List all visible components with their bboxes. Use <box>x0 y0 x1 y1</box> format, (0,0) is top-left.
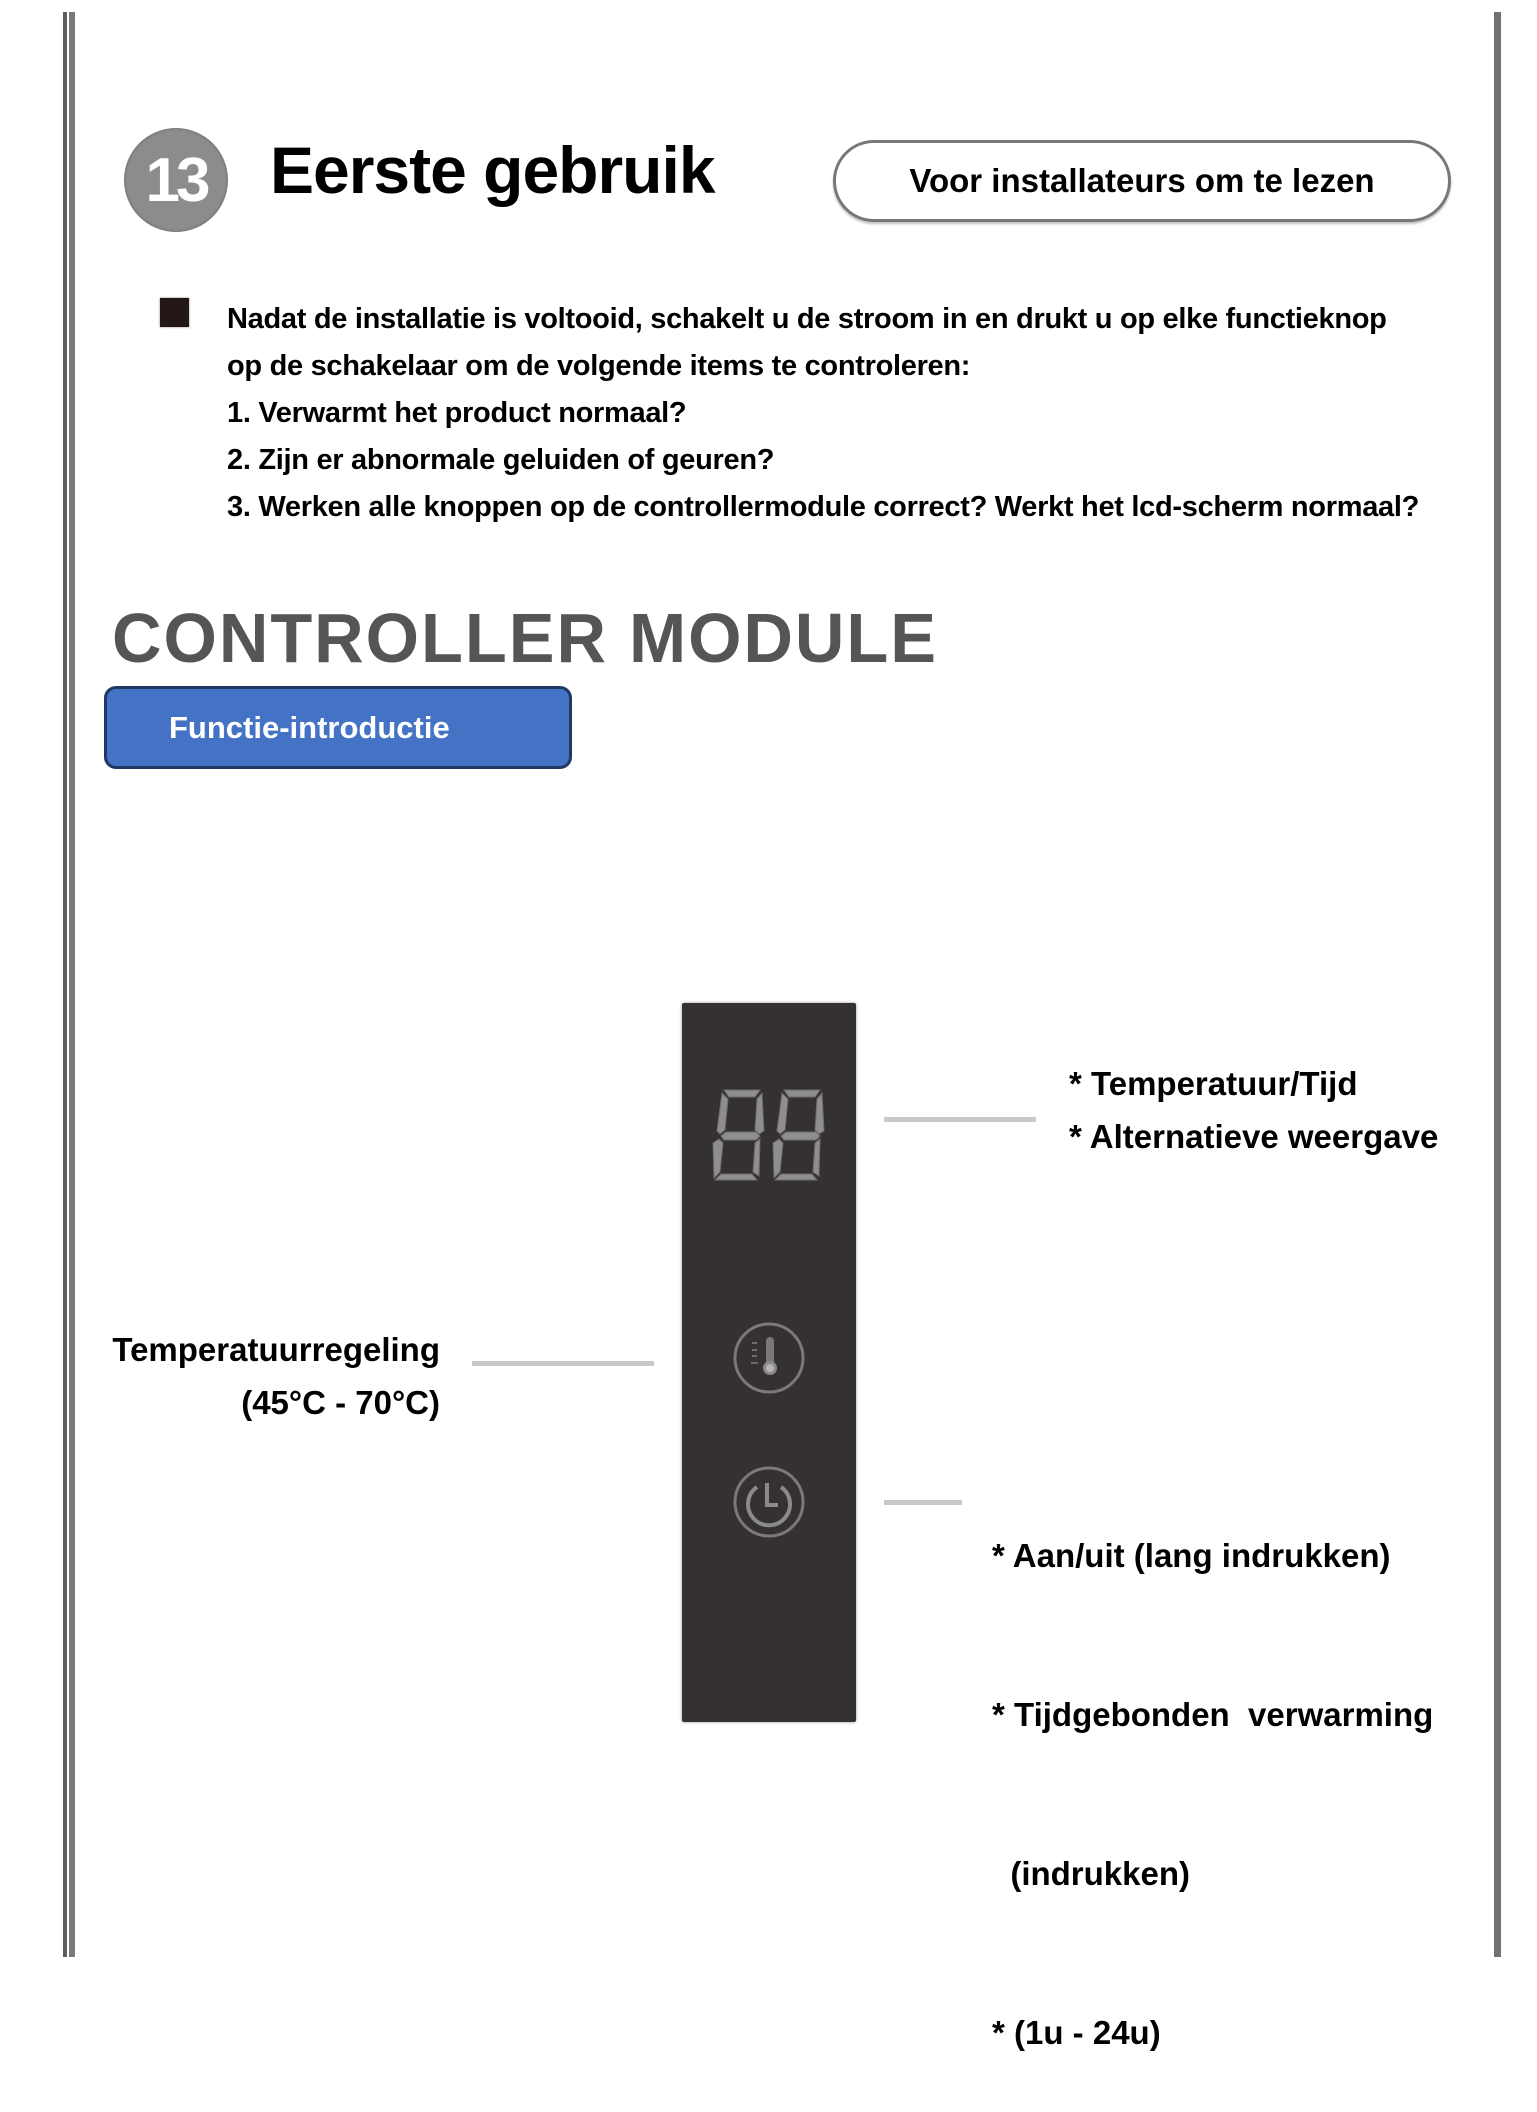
power-label: * Tijdgebonden verwarming <box>992 1696 1434 1733</box>
checklist-item: 2. Zijn er abnormale geluiden of geuren? <box>227 444 775 476</box>
segment-digits-icon <box>712 1088 827 1183</box>
page-border-left-outer <box>63 12 67 1957</box>
temp-leader-line <box>472 1361 654 1366</box>
intro-line: Nadat de installatie is voltooid, schakelt u de stroom in en drukt u op elke functieknop <box>227 303 1387 335</box>
bullet-square-icon <box>160 298 189 327</box>
page-title: Eerste gebruik <box>270 133 715 207</box>
section-title: CONTROLLER MODULE <box>112 599 938 677</box>
controller-panel <box>682 1003 856 1722</box>
temp-labels <box>100 1323 440 1429</box>
seven-segment-display <box>712 1088 827 1188</box>
display-label: * Temperatuur/Tijd <box>1069 1065 1358 1102</box>
display-leader-line <box>884 1117 1036 1122</box>
checklist-item: 1. Verwarmt het product normaal? <box>227 397 687 429</box>
audience-badge: Voor installateurs om te lezen <box>833 140 1451 222</box>
display-labels <box>1069 1057 1438 1163</box>
temp-label: Temperatuurregeling <box>112 1331 440 1368</box>
thermometer-button[interactable] <box>732 1321 806 1400</box>
power-label: (indrukken) <box>992 1855 1191 1892</box>
display-label: * Alternatieve weergave <box>1069 1118 1439 1155</box>
power-label: * (1u - 24u) <box>992 2014 1161 2051</box>
temp-range-label: (45°C - 70°C) <box>241 1384 440 1421</box>
intro-line: op de schakelaar om de volgende items te controleren: <box>227 350 971 382</box>
function-intro-label: Functie-introductie <box>169 709 450 745</box>
thermometer-icon <box>732 1321 806 1395</box>
intro-text <box>227 296 1477 531</box>
power-clock-button[interactable] <box>732 1465 806 1544</box>
power-leader-line <box>884 1500 962 1505</box>
section-number-badge: 13 <box>124 128 228 232</box>
power-label: * Aan/uit (lang indrukken) <box>992 1537 1391 1574</box>
checklist-item: 3. Werken alle knoppen op de controllermodule correct? Werkt het lcd-scherm normaal? <box>227 491 1420 523</box>
power-labels <box>992 1423 1433 2112</box>
page-border-right <box>1494 12 1501 1957</box>
function-intro-button[interactable] <box>104 686 572 769</box>
page-border-left-inner <box>69 12 75 1957</box>
power-clock-icon <box>732 1465 806 1539</box>
